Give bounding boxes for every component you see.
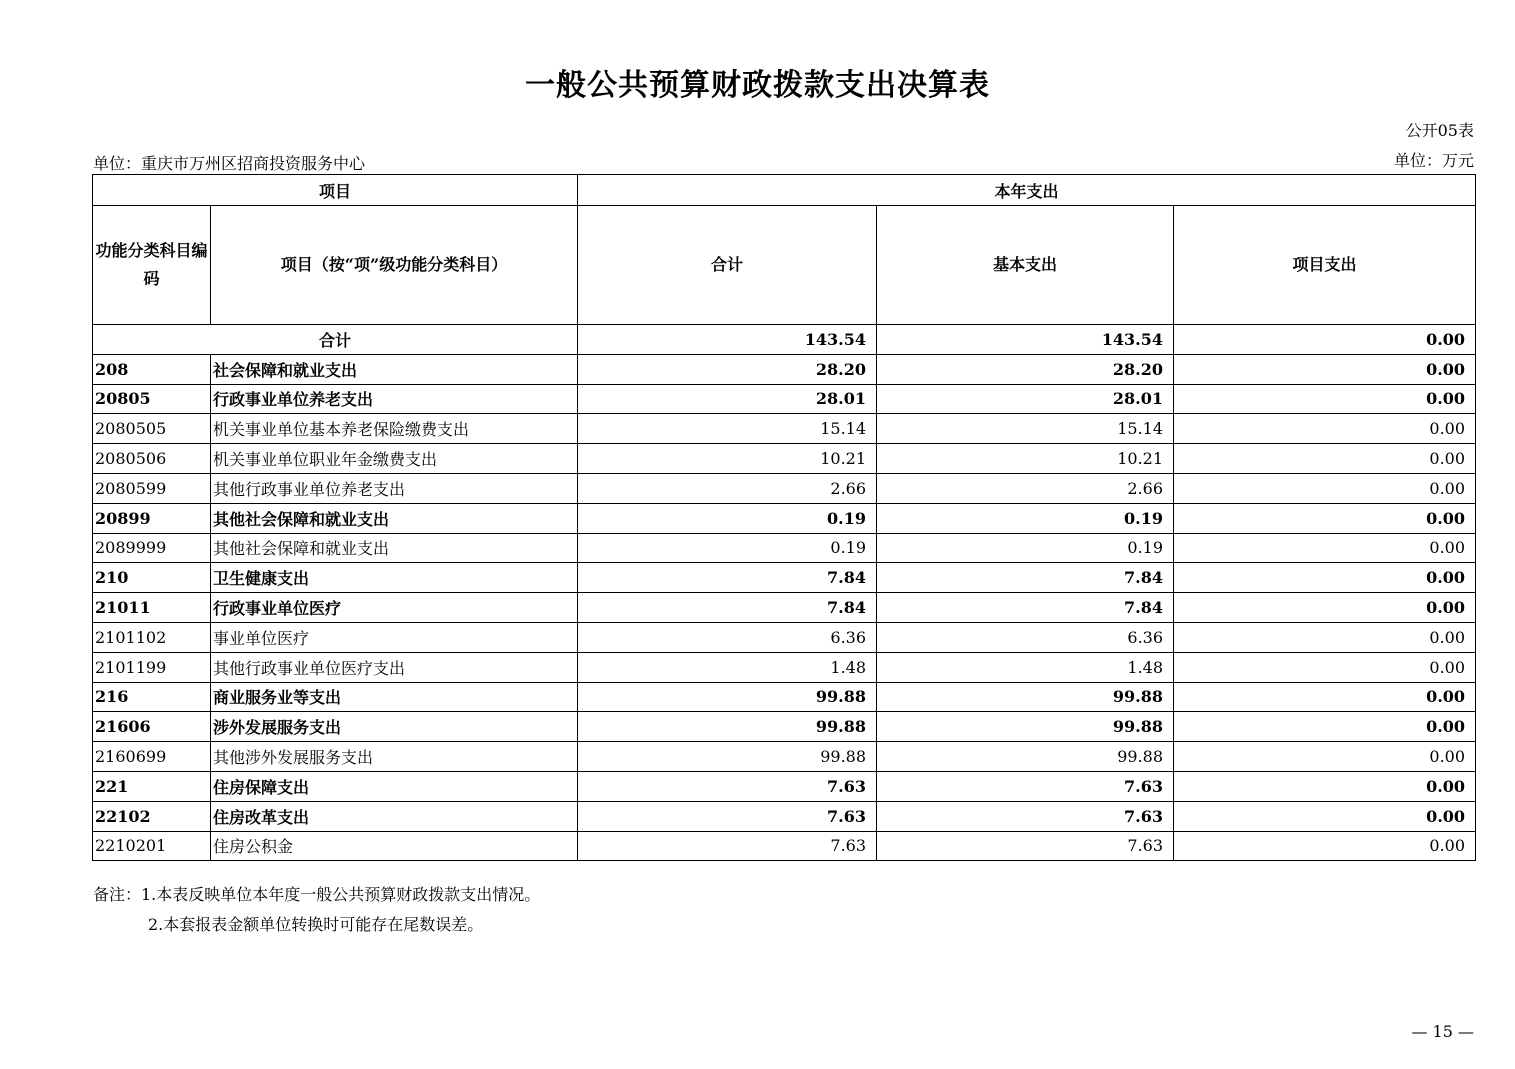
table-row [93,563,1476,593]
row-code: 2160699 [93,742,211,772]
reporting-unit: 单位：重庆市万州区招商投资服务中心 [93,154,366,173]
row-total: 7.63 [578,771,877,801]
row-code: 2101102 [93,622,211,652]
row-basic: 99.88 [877,682,1174,712]
header-row-2 [93,206,1476,325]
form-number: 公开05表 [1405,121,1474,140]
row-basic: 7.84 [877,593,1174,623]
row-total: 99.88 [578,742,877,772]
row-project: 0.00 [1174,473,1476,503]
row-total: 7.63 [578,831,877,861]
page-title: 一般公共预算财政拨款支出决算表 [525,68,990,103]
header-total: 合计 [578,206,877,325]
row-name: 其他社会保障和就业支出 [211,503,578,533]
row-basic: 0.19 [877,533,1174,563]
header-row-1 [93,175,1476,206]
table-row [93,384,1476,414]
row-name: 其他涉外发展服务支出 [211,742,578,772]
table-row [93,503,1476,533]
page-number: — 15 — [1411,1022,1474,1041]
note-2: 2.本套报表金额单位转换时可能存在尾数误差。 [148,915,484,934]
header-code: 功能分类科目编码 [93,206,211,325]
row-name: 机关事业单位基本养老保险缴费支出 [211,414,578,444]
row-basic: 99.88 [877,712,1174,742]
row-total: 1.48 [578,652,877,682]
row-basic: 2.66 [877,473,1174,503]
table-row [93,712,1476,742]
row-total: 0.19 [578,503,877,533]
row-basic: 10.21 [877,444,1174,474]
row-project: 0.00 [1174,712,1476,742]
row-project: 0.00 [1174,742,1476,772]
table-row [93,473,1476,503]
row-basic: 7.63 [877,831,1174,861]
row-name: 其他行政事业单位医疗支出 [211,652,578,682]
header-name: 项目（按“项”级功能分类科目） [211,206,578,325]
row-name: 住房公积金 [211,831,578,861]
row-name: 商业服务业等支出 [211,682,578,712]
header-project-expenditure: 项目支出 [1174,206,1476,325]
row-name: 其他行政事业单位养老支出 [211,473,578,503]
row-basic: 7.84 [877,563,1174,593]
note-1: 备注：1.本表反映单位本年度一般公共预算财政拨款支出情况。 [93,885,541,904]
row-code: 2089999 [93,533,211,563]
row-project: 0.00 [1174,384,1476,414]
row-basic: 0.19 [877,503,1174,533]
row-basic: 15.14 [877,414,1174,444]
row-code: 208 [93,354,211,384]
table-row [93,801,1476,831]
row-project: 0.00 [1174,444,1476,474]
row-name: 涉外发展服务支出 [211,712,578,742]
row-basic: 99.88 [877,742,1174,772]
row-project: 0.00 [1174,771,1476,801]
row-code: 2080599 [93,473,211,503]
row-name: 住房改革支出 [211,801,578,831]
total-row [93,325,1476,355]
row-basic: 28.01 [877,384,1174,414]
row-project: 0.00 [1174,533,1476,563]
row-name: 卫生健康支出 [211,563,578,593]
currency-unit: 单位：万元 [1393,151,1474,170]
row-project: 0.00 [1174,682,1476,712]
total-label: 合计 [93,325,578,355]
row-total: 28.20 [578,354,877,384]
row-project: 0.00 [1174,593,1476,623]
total-basic: 143.54 [877,325,1174,355]
row-code: 221 [93,771,211,801]
row-project: 0.00 [1174,831,1476,861]
table-row [93,742,1476,772]
header-basic: 基本支出 [877,206,1174,325]
row-project: 0.00 [1174,414,1476,444]
row-name: 社会保障和就业支出 [211,354,578,384]
header-current-year: 本年支出 [578,175,1476,206]
table-row [93,414,1476,444]
row-total: 0.19 [578,533,877,563]
row-code: 210 [93,563,211,593]
row-code: 20805 [93,384,211,414]
row-total: 7.63 [578,801,877,831]
row-project: 0.00 [1174,801,1476,831]
table-row [93,622,1476,652]
row-code: 21606 [93,712,211,742]
row-basic: 6.36 [877,622,1174,652]
table-row [93,444,1476,474]
row-name: 其他社会保障和就业支出 [211,533,578,563]
header-project: 项目 [93,175,578,206]
table-row [93,771,1476,801]
row-code: 20899 [93,503,211,533]
row-project: 0.00 [1174,652,1476,682]
row-project: 0.00 [1174,503,1476,533]
row-project: 0.00 [1174,354,1476,384]
row-name: 行政事业单位养老支出 [211,384,578,414]
table-row [93,831,1476,861]
row-basic: 7.63 [877,801,1174,831]
notes [93,880,540,940]
row-basic: 7.63 [877,771,1174,801]
row-name: 住房保障支出 [211,771,578,801]
table-row [93,593,1476,623]
row-name: 行政事业单位医疗 [211,593,578,623]
row-code: 2210201 [93,831,211,861]
row-total: 10.21 [578,444,877,474]
row-total: 99.88 [578,712,877,742]
table-row [93,354,1476,384]
row-total: 28.01 [578,384,877,414]
row-total: 15.14 [578,414,877,444]
row-project: 0.00 [1174,622,1476,652]
table-row [93,533,1476,563]
total-amount: 143.54 [578,325,877,355]
row-total: 99.88 [578,682,877,712]
total-project: 0.00 [1174,325,1476,355]
row-name: 事业单位医疗 [211,622,578,652]
table-row [93,682,1476,712]
row-name: 机关事业单位职业年金缴费支出 [211,444,578,474]
row-code: 216 [93,682,211,712]
row-total: 7.84 [578,593,877,623]
row-total: 7.84 [578,563,877,593]
row-basic: 1.48 [877,652,1174,682]
row-project: 0.00 [1174,563,1476,593]
row-total: 2.66 [578,473,877,503]
row-code: 2101199 [93,652,211,682]
row-basic: 28.20 [877,354,1174,384]
row-code: 22102 [93,801,211,831]
row-code: 21011 [93,593,211,623]
table-row [93,652,1476,682]
expenditure-table [92,174,1476,861]
row-total: 6.36 [578,622,877,652]
row-code: 2080505 [93,414,211,444]
row-code: 2080506 [93,444,211,474]
